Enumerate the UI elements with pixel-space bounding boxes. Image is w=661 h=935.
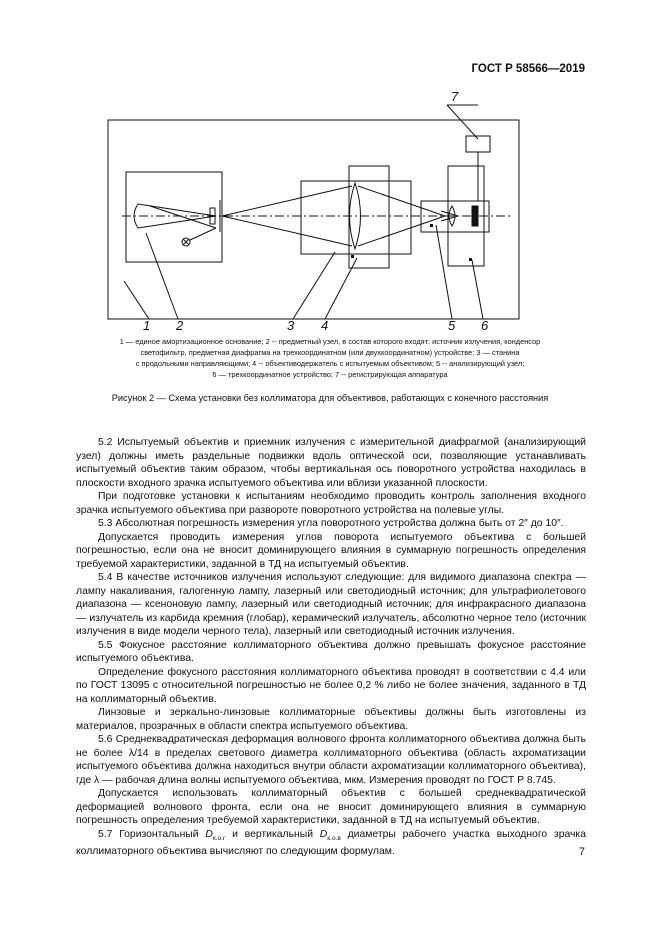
figure-legend-line: 6 — трехкоординатное устройство; 7 -- регистрирующая аппаратура	[212, 370, 448, 379]
paragraph: 5.5 Фокусное расстояние коллиматорного объектива должно превышать фокусное расстояние испытуемого объектива.	[76, 639, 586, 664]
figure-label-7: 7	[451, 89, 459, 104]
body-text	[76, 436, 586, 859]
symbol-d: D	[205, 828, 213, 840]
paragraph: 5.6 Среднеквадратическая деформация волнового фронта коллиматорного объектива должна быть не более λ/14 в пределах светового диаметра коллиматорного объектива (область ахроматизации испытуемого объектива должна находиться внутри области ахроматизации коллиматорного объектива), где λ — рабочая длина волны испытуемого объектива, мкм. Измерения проводят по ГОСТ Р 8.745.	[76, 734, 586, 786]
paragraph-formula-intro: 5.7 Горизонтальный $D_{к.о.г}$ и вертикальный $D_{к.о.в}$ диаметры рабочего участка выходного зрачка коллиматорного объектива вычисляют по следующим формулам.	[76, 828, 586, 858]
figure-label-5: 5	[448, 318, 456, 333]
paragraph: При подготовке установки к испытаниям необходимо проводить контроль заполнения входного зрачка испытуемого объектива при развороте поворотного устройства на полевые углы.	[76, 491, 586, 516]
figure-legend-line: 1 — единое амортизационное основание; 2 -- предметный узел, в состав которого входят: источник излучения, конденсор	[119, 337, 541, 346]
paragraph: Допускается проводить измерения углов поворота испытуемого объектива с большей погрешностью, если она не вносит доминирующего влияния в суммарную погрешность определения требуемой характеристики, заданной в ТД на испытуемый объектив.	[76, 531, 586, 570]
paragraph: Допускается использовать коллиматорный объектив с большей среднеквадратической деформацией волнового фронта, если она не вносит доминирующего влияния в суммарную погрешность определения требуемой характеристики, заданной в ТД на испытуемый объектив.	[76, 788, 586, 826]
symbol-d: D	[319, 828, 328, 840]
document-number: ГОСТ Р 58566—2019	[471, 63, 585, 75]
page-number: 7	[578, 846, 585, 858]
paragraph: Линзовые и зеркально-линзовые коллиматорные объективы должны быть изготовлены из материалов, прозрачных в области спектра испытуемого объектива.	[76, 707, 586, 732]
figure-label-1: 1	[143, 318, 151, 333]
figure-legend-line: с продольными направляющими; 4 -- объективодержатель с испытуемым объективом; 5 -- анализирующий узел;	[135, 359, 525, 368]
figure-diagram	[0, 0, 661, 340]
bed	[301, 181, 411, 254]
figure-label-2: 2	[176, 318, 184, 333]
base-plate	[108, 120, 519, 319]
figure-label-3: 3	[287, 318, 295, 333]
paragraph: 5.3 Абсолютная погрешность измерения угла поворотного устройства должна быть от 2″ до 10″.	[98, 518, 564, 529]
paragraph: 5.4 В качестве источников излучения используют следующие: для видимого диапазона спектра — лампу накаливания, галогенную лампу, лазерный или светодиодный источник; для ультрафиолетового диапазона — ксеноновую лампу, лазерный или светодиодный источник; для инфракрасного диапазона — излучатель из карбида кремния (глобар), керамический излучатель, абсолютно черное тело (источник излучения в виде модели черного тела), лазерный или светодиодный источник излучения.	[76, 572, 586, 637]
paragraph: Определение фокусного расстояния коллиматорного объектива проводят в соответствии с 4.4 или по ГОСТ 13095 с относительной погрешностью не более 0,2 % либо не более значения, заданного в ТД на коллиматорный объектив.	[76, 666, 586, 705]
figure-legend-line: светофильтр, предметная диафрагма на трехкоординатном (или двухкоординатном) устройстве; 3 — станина	[140, 348, 520, 357]
figure-label-6: 6	[481, 318, 489, 333]
figure-title: Рисунок 2 — Схема установки без коллиматора для объективов, работающих с конечного расстояния	[111, 393, 549, 403]
paragraph: 5.2 Испытуемый объектив и приемник излучения с измерительной диафрагмой (анализирующий узел) должны иметь раздельные подвижки вдоль оптической оси, позволяющие устанавливать испытуемый объектив таким образом, чтобы вертикальная ось поворотного устройства находилась в плоскости входного зрачка испытуемого объектива или вблизи указанной плоскости.	[76, 437, 586, 489]
figure-label-4: 4	[321, 318, 329, 333]
